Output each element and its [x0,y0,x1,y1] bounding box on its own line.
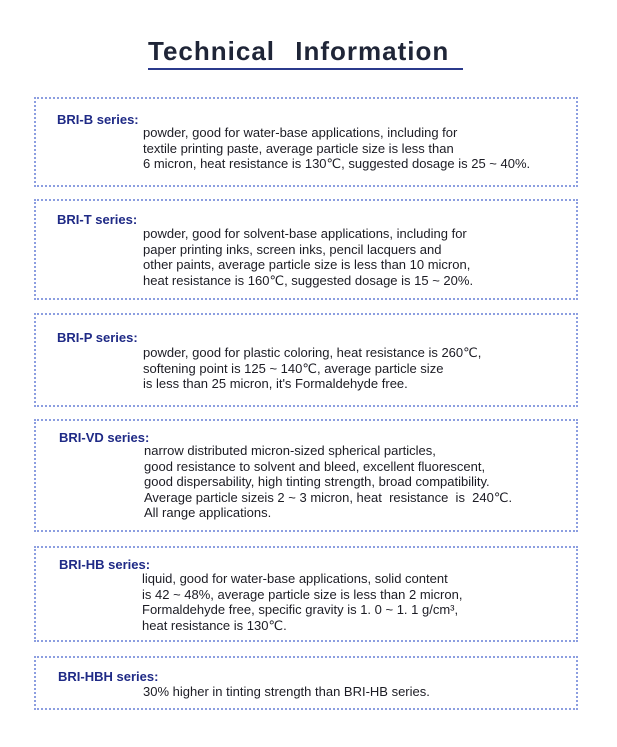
series-description-bri-hbh: 30% higher in tinting strength than BRI-HB series. [143,684,430,699]
series-name-bri-hb: BRI-HB series: [59,557,151,572]
series-name-bri-t: BRI-T series: [57,212,138,227]
series-name-bri-b: BRI-B series: [57,112,139,127]
series-description-bri-hb: liquid, good for water-base applications, solid content is 42 ~ 48%, average particle size is less than 2 micron, Formaldehyde free, specific gravity is 1. 0 ~ 1. 1 g/cm³, heat resistance is 130℃. [142,571,463,633]
series-description-bri-p: powder, good for plastic coloring, heat resistance is 260℃, softening point is 125 ~ 140℃, average particle size is less than 25 micron, it's Formaldehyde free. [143,345,482,392]
page-title: Technical Information [148,36,450,66]
series-name-bri-p: BRI-P series: [57,330,138,345]
series-name-bri-hbh: BRI-HBH series: [58,669,159,684]
series-name-bri-vd: BRI-VD series: [59,430,150,445]
series-description-bri-b: powder, good for water-base applications, including for textile printing paste, average particle size is less than 6 micron, heat resistance is 130℃, suggested dosage is 25 ~ 40%. [143,125,531,172]
title-underline [148,68,463,70]
series-description-bri-vd: narrow distributed micron-sized spherical particles, good resistance to solvent and bleed, excellent fluorescent, good dispersability, high tinting strength, broad compatibility. Average particle sizeis 2 ~ 3 micron, heat resistance is 240℃. All range applications. [144,443,513,521]
series-description-bri-t: powder, good for solvent-base applications, including for paper printing inks, screen inks, pencil lacquers and other paints, average particle size is less than 10 micron, heat resistance is 160℃, suggested dosage is 15 ~ 20%. [143,226,474,288]
